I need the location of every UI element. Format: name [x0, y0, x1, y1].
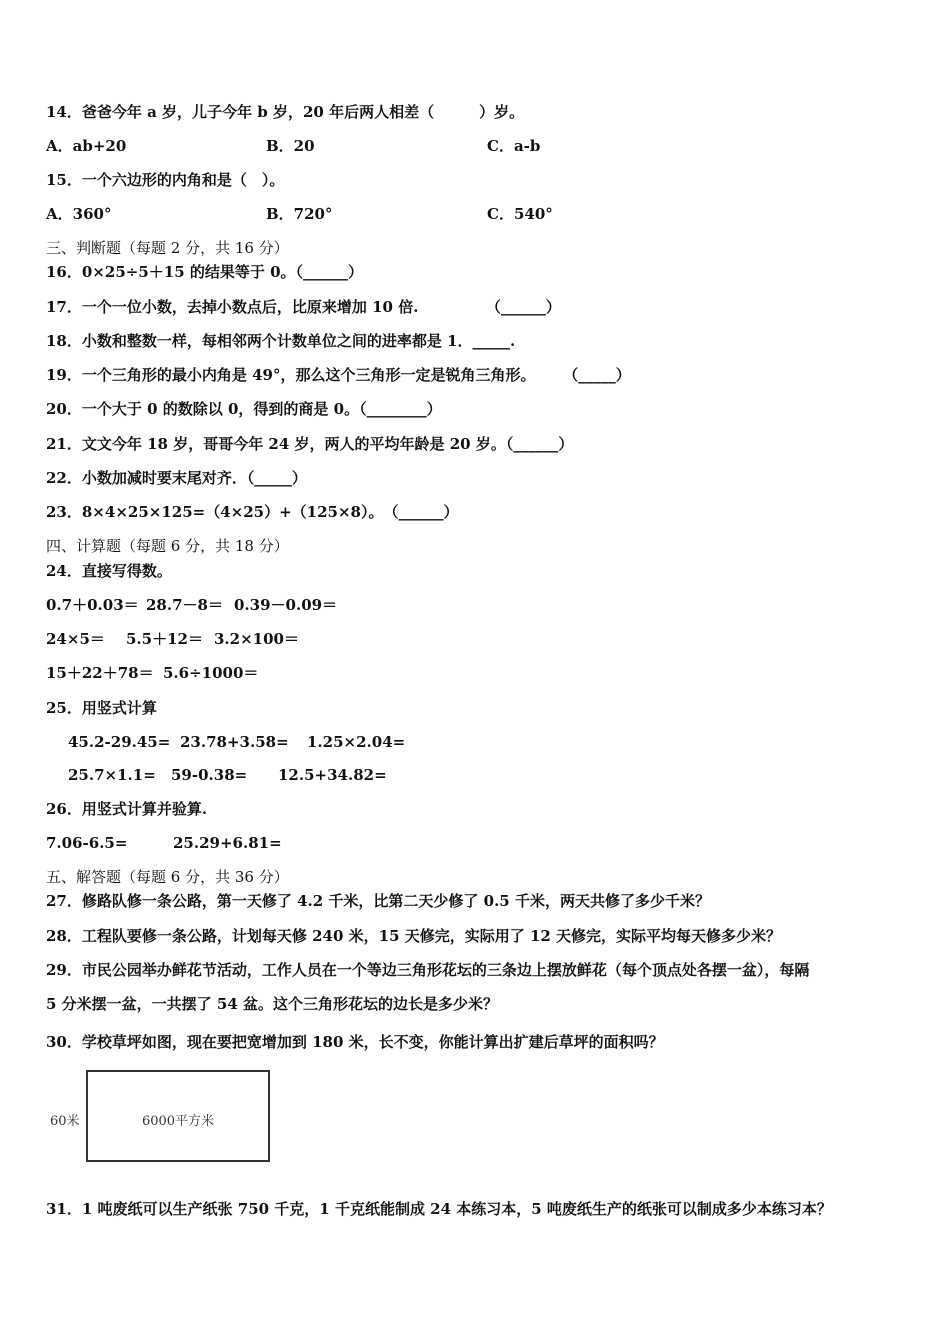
- lawn-figure: [46, 1068, 286, 1168]
- q24-item: 28.7－8＝: [146, 596, 223, 614]
- q24-item: 24×5＝: [46, 630, 105, 648]
- question-24: 24．直接写得数。: [46, 562, 172, 580]
- section-5-heading: 五、解答题（每题 6 分，共 36 分）: [46, 868, 289, 886]
- q25-item: 23.78+3.58=: [180, 733, 289, 751]
- section-4-heading: 四、计算题（每题 6 分，共 18 分）: [46, 537, 289, 555]
- question-15: 15．一个六边形的内角和是（ ）。: [46, 171, 285, 189]
- lawn-rectangle: [86, 1070, 270, 1162]
- q24-item: 3.2×100＝: [214, 630, 299, 648]
- section-3-heading: 三、判断题（每题 2 分，共 16 分）: [46, 239, 289, 257]
- q24-item: 0.39－0.09＝: [234, 596, 338, 614]
- q25-item: 1.25×2.04=: [307, 733, 406, 751]
- q24-item: 5.6÷1000＝: [163, 664, 259, 682]
- question-29-line-2: 5 分米摆一盆，一共摆了 54 盆。这个三角形花坛的边长是多少米？: [46, 995, 498, 1013]
- question-25: 25．用竖式计算: [46, 699, 157, 717]
- q26-item: 25.29+6.81=: [173, 834, 282, 852]
- q14-option-b: B．20: [266, 137, 315, 155]
- q25-item: 12.5+34.82=: [278, 766, 387, 784]
- question-30: 30．学校草坪如图，现在要把宽增加到 180 米，长不变，你能计算出扩建后草坪的面积吗？: [46, 1033, 664, 1051]
- q26-item: 7.06-6.5=: [46, 834, 128, 852]
- q15-option-a: A．360°: [46, 205, 112, 223]
- q25-item: 25.7×1.1=: [68, 766, 156, 784]
- question-29-line-1: 29．市民公园举办鲜花节活动，工作人员在一个等边三角形花坛的三条边上摆放鲜花（每个顶点处各摆一盆），每隔: [46, 961, 810, 979]
- question-20: 20．一个大于 0 的数除以 0，得到的商是 0。（________）: [46, 400, 442, 418]
- question-27: 27．修路队修一条公路，第一天修了 4.2 千米，比第二天少修了 0.5 千米，两天共修了多少千米？: [46, 892, 710, 910]
- q15-option-c: C．540°: [487, 205, 553, 223]
- q24-item: 0.7＋0.03＝: [46, 596, 139, 614]
- q24-item: 5.5＋12＝: [126, 630, 203, 648]
- q24-item: 15＋22＋78＝: [46, 664, 154, 682]
- question-19: 19．一个三角形的最小内角是 49°，那么这个三角形一定是锐角三角形。 （_____）: [46, 366, 631, 384]
- question-22: 22．小数加减时要末尾对齐．（_____）: [46, 469, 307, 487]
- question-28: 28．工程队要修一条公路，计划每天修 240 米，15 天修完，实际用了 12 天修完，实际平均每天修多少米？: [46, 927, 782, 945]
- q14-option-c: C．a-b: [487, 137, 541, 155]
- question-17: 17．一个一位小数，去掉小数点后，比原来增加 10 倍. （______）: [46, 298, 561, 316]
- question-31: 31．1 吨废纸可以生产纸张 750 千克，1 千克纸能制成 24 本练习本，5 吨废纸生产的纸张可以制成多少本练习本？: [46, 1200, 832, 1218]
- q25-item: 45.2-29.45=: [68, 733, 171, 751]
- question-26: 26．用竖式计算并验算.: [46, 800, 208, 818]
- question-14: 14．爸爸今年 a 岁，儿子今年 b 岁，20 年后两人相差（ ）岁。: [46, 103, 525, 121]
- question-16: 16．0×25÷5＋15 的结果等于 0。（______）: [46, 263, 364, 281]
- q14-option-a: A．ab+20: [46, 137, 127, 155]
- question-18: 18．小数和整数一样，每相邻两个计数单位之间的进率都是 1．_____.: [46, 332, 516, 350]
- area-label: 6000平方米: [141, 1114, 215, 1129]
- q25-item: 59-0.38=: [171, 766, 248, 784]
- width-label: 60米: [50, 1114, 80, 1129]
- question-23: 23．8×4×25×125=（4×25）+（125×8）。 （______）: [46, 503, 459, 521]
- question-21: 21．文文今年 18 岁，哥哥今年 24 岁，两人的平均年龄是 20 岁。（______）: [46, 435, 574, 453]
- q15-option-b: B．720°: [266, 205, 333, 223]
